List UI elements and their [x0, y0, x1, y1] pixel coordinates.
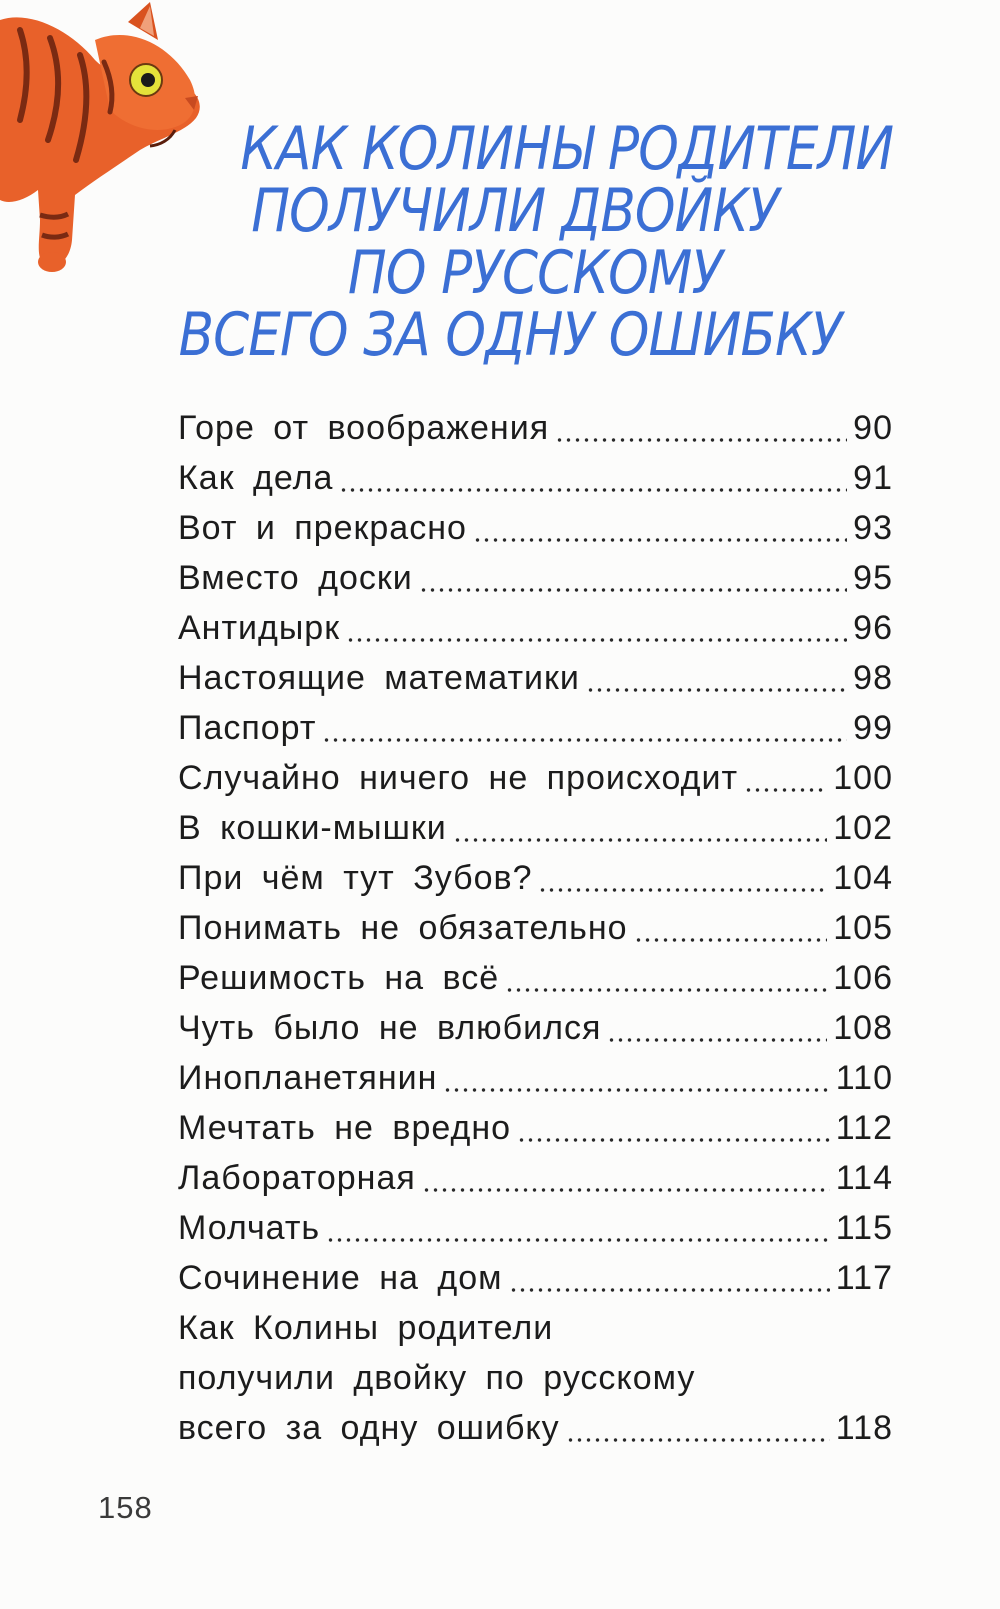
toc-entry[interactable] — [178, 753, 893, 803]
toc-entry-page: 105 — [833, 909, 893, 947]
toc-entry-title: Понимать не обязательно — [178, 909, 628, 947]
toc-entry-page: 90 — [853, 409, 893, 447]
heading-line: ПОЛУЧИЛИ ДВОЙКУ — [251, 176, 779, 246]
leader-dots — [339, 486, 847, 494]
toc-entry[interactable] — [178, 1053, 893, 1103]
toc-entry[interactable] — [178, 1203, 893, 1253]
toc-entry-title: При чём тут Зубов? — [178, 859, 533, 897]
leader-dots — [422, 1186, 830, 1194]
toc-entry-page: 112 — [835, 1109, 893, 1147]
toc-entry-title: Паспорт — [178, 709, 317, 747]
toc-entry-title: Антидырк — [178, 609, 341, 647]
leader-dots — [607, 1036, 827, 1044]
toc-entry-page: 118 — [835, 1409, 893, 1447]
toc-entry-page: 102 — [833, 809, 893, 847]
toc-entry-title: Вместо доски — [178, 559, 413, 597]
toc-entry[interactable] — [178, 803, 893, 853]
toc-entry[interactable] — [178, 1003, 893, 1053]
toc-entry-page: 95 — [853, 559, 893, 597]
leader-dots — [634, 936, 828, 944]
heading-line: ВСЕГО ЗА ОДНУ ОШИБКУ — [178, 300, 842, 370]
toc-entry-title: Как дела — [178, 459, 334, 497]
toc-entry-page: 117 — [835, 1259, 893, 1297]
table-of-contents — [178, 403, 893, 1453]
toc-entry-title-line: Как Колины родители — [178, 1309, 554, 1347]
toc-entry[interactable] — [178, 903, 893, 953]
toc-entry-title: Молчать — [178, 1209, 321, 1247]
toc-entry[interactable] — [178, 453, 893, 503]
toc-entry-page: 99 — [853, 709, 893, 747]
heading-line: ПО РУССКОМУ — [347, 238, 723, 308]
leader-dots — [473, 536, 847, 544]
toc-entry-title: Настоящие математики — [178, 659, 580, 697]
toc-entry-title: Вот и прекрасно — [178, 509, 467, 547]
toc-entry-title: Случайно ничего не происходит — [178, 759, 739, 797]
page-number: 158 — [98, 1490, 153, 1525]
toc-entry-page: 104 — [833, 859, 893, 897]
toc-entry-final-line — [178, 1403, 893, 1453]
leader-dots — [555, 436, 847, 444]
toc-entry-title: Чуть было не влюбился — [178, 1009, 602, 1047]
leader-dots — [322, 736, 847, 744]
leader-dots — [509, 1286, 830, 1294]
leader-dots — [326, 1236, 830, 1244]
toc-entry-title: Решимость на всё — [178, 959, 500, 997]
toc-entry-multiline[interactable] — [178, 1303, 893, 1453]
toc-entry[interactable] — [178, 553, 893, 603]
leader-dots — [744, 786, 827, 794]
toc-entry-title: Мечтать не вредно — [178, 1109, 512, 1147]
chapter-heading — [150, 114, 910, 370]
toc-entry-title: В кошки-мышки — [178, 809, 447, 847]
toc-entry-page: 96 — [853, 609, 893, 647]
toc-entry-page: 106 — [833, 959, 893, 997]
toc-entry-title: Горе от воображения — [178, 409, 550, 447]
toc-entry-title: Сочинение на дом — [178, 1259, 503, 1297]
toc-entry-page: 115 — [835, 1209, 893, 1247]
leader-dots — [443, 1086, 829, 1094]
toc-entry-page: 110 — [835, 1059, 893, 1097]
toc-entry[interactable] — [178, 503, 893, 553]
toc-entry[interactable] — [178, 603, 893, 653]
toc-entry-page: 100 — [833, 759, 893, 797]
leader-dots — [566, 1436, 830, 1444]
toc-entry-page: 93 — [853, 509, 893, 547]
leader-dots — [538, 886, 827, 894]
leader-dots — [419, 586, 847, 594]
toc-entry[interactable] — [178, 1103, 893, 1153]
toc-entry-title-line: всего за одну ошибку — [178, 1409, 560, 1447]
leader-dots — [505, 986, 827, 994]
leader-dots — [586, 686, 847, 694]
toc-entry-title: Инопланетянин — [178, 1059, 438, 1097]
toc-entry[interactable] — [178, 853, 893, 903]
toc-entry-page: 98 — [853, 659, 893, 697]
toc-entry[interactable] — [178, 953, 893, 1003]
toc-entry[interactable] — [178, 703, 893, 753]
toc-entry-title: Лабораторная — [178, 1159, 416, 1197]
leader-dots — [517, 1136, 830, 1144]
toc-entry-title-line: получили двойку по русскому — [178, 1359, 696, 1397]
toc-entry[interactable] — [178, 1153, 893, 1203]
leader-dots — [346, 636, 847, 644]
toc-entry[interactable] — [178, 653, 893, 703]
toc-entry[interactable] — [178, 1253, 893, 1303]
toc-entry-page: 108 — [833, 1009, 893, 1047]
heading-line: КАК КОЛИНЫ РОДИТЕЛИ — [240, 114, 894, 184]
leader-dots — [453, 836, 828, 844]
toc-entry-page: 91 — [853, 459, 893, 497]
toc-entry[interactable] — [178, 403, 893, 453]
toc-entry-page: 114 — [835, 1159, 893, 1197]
